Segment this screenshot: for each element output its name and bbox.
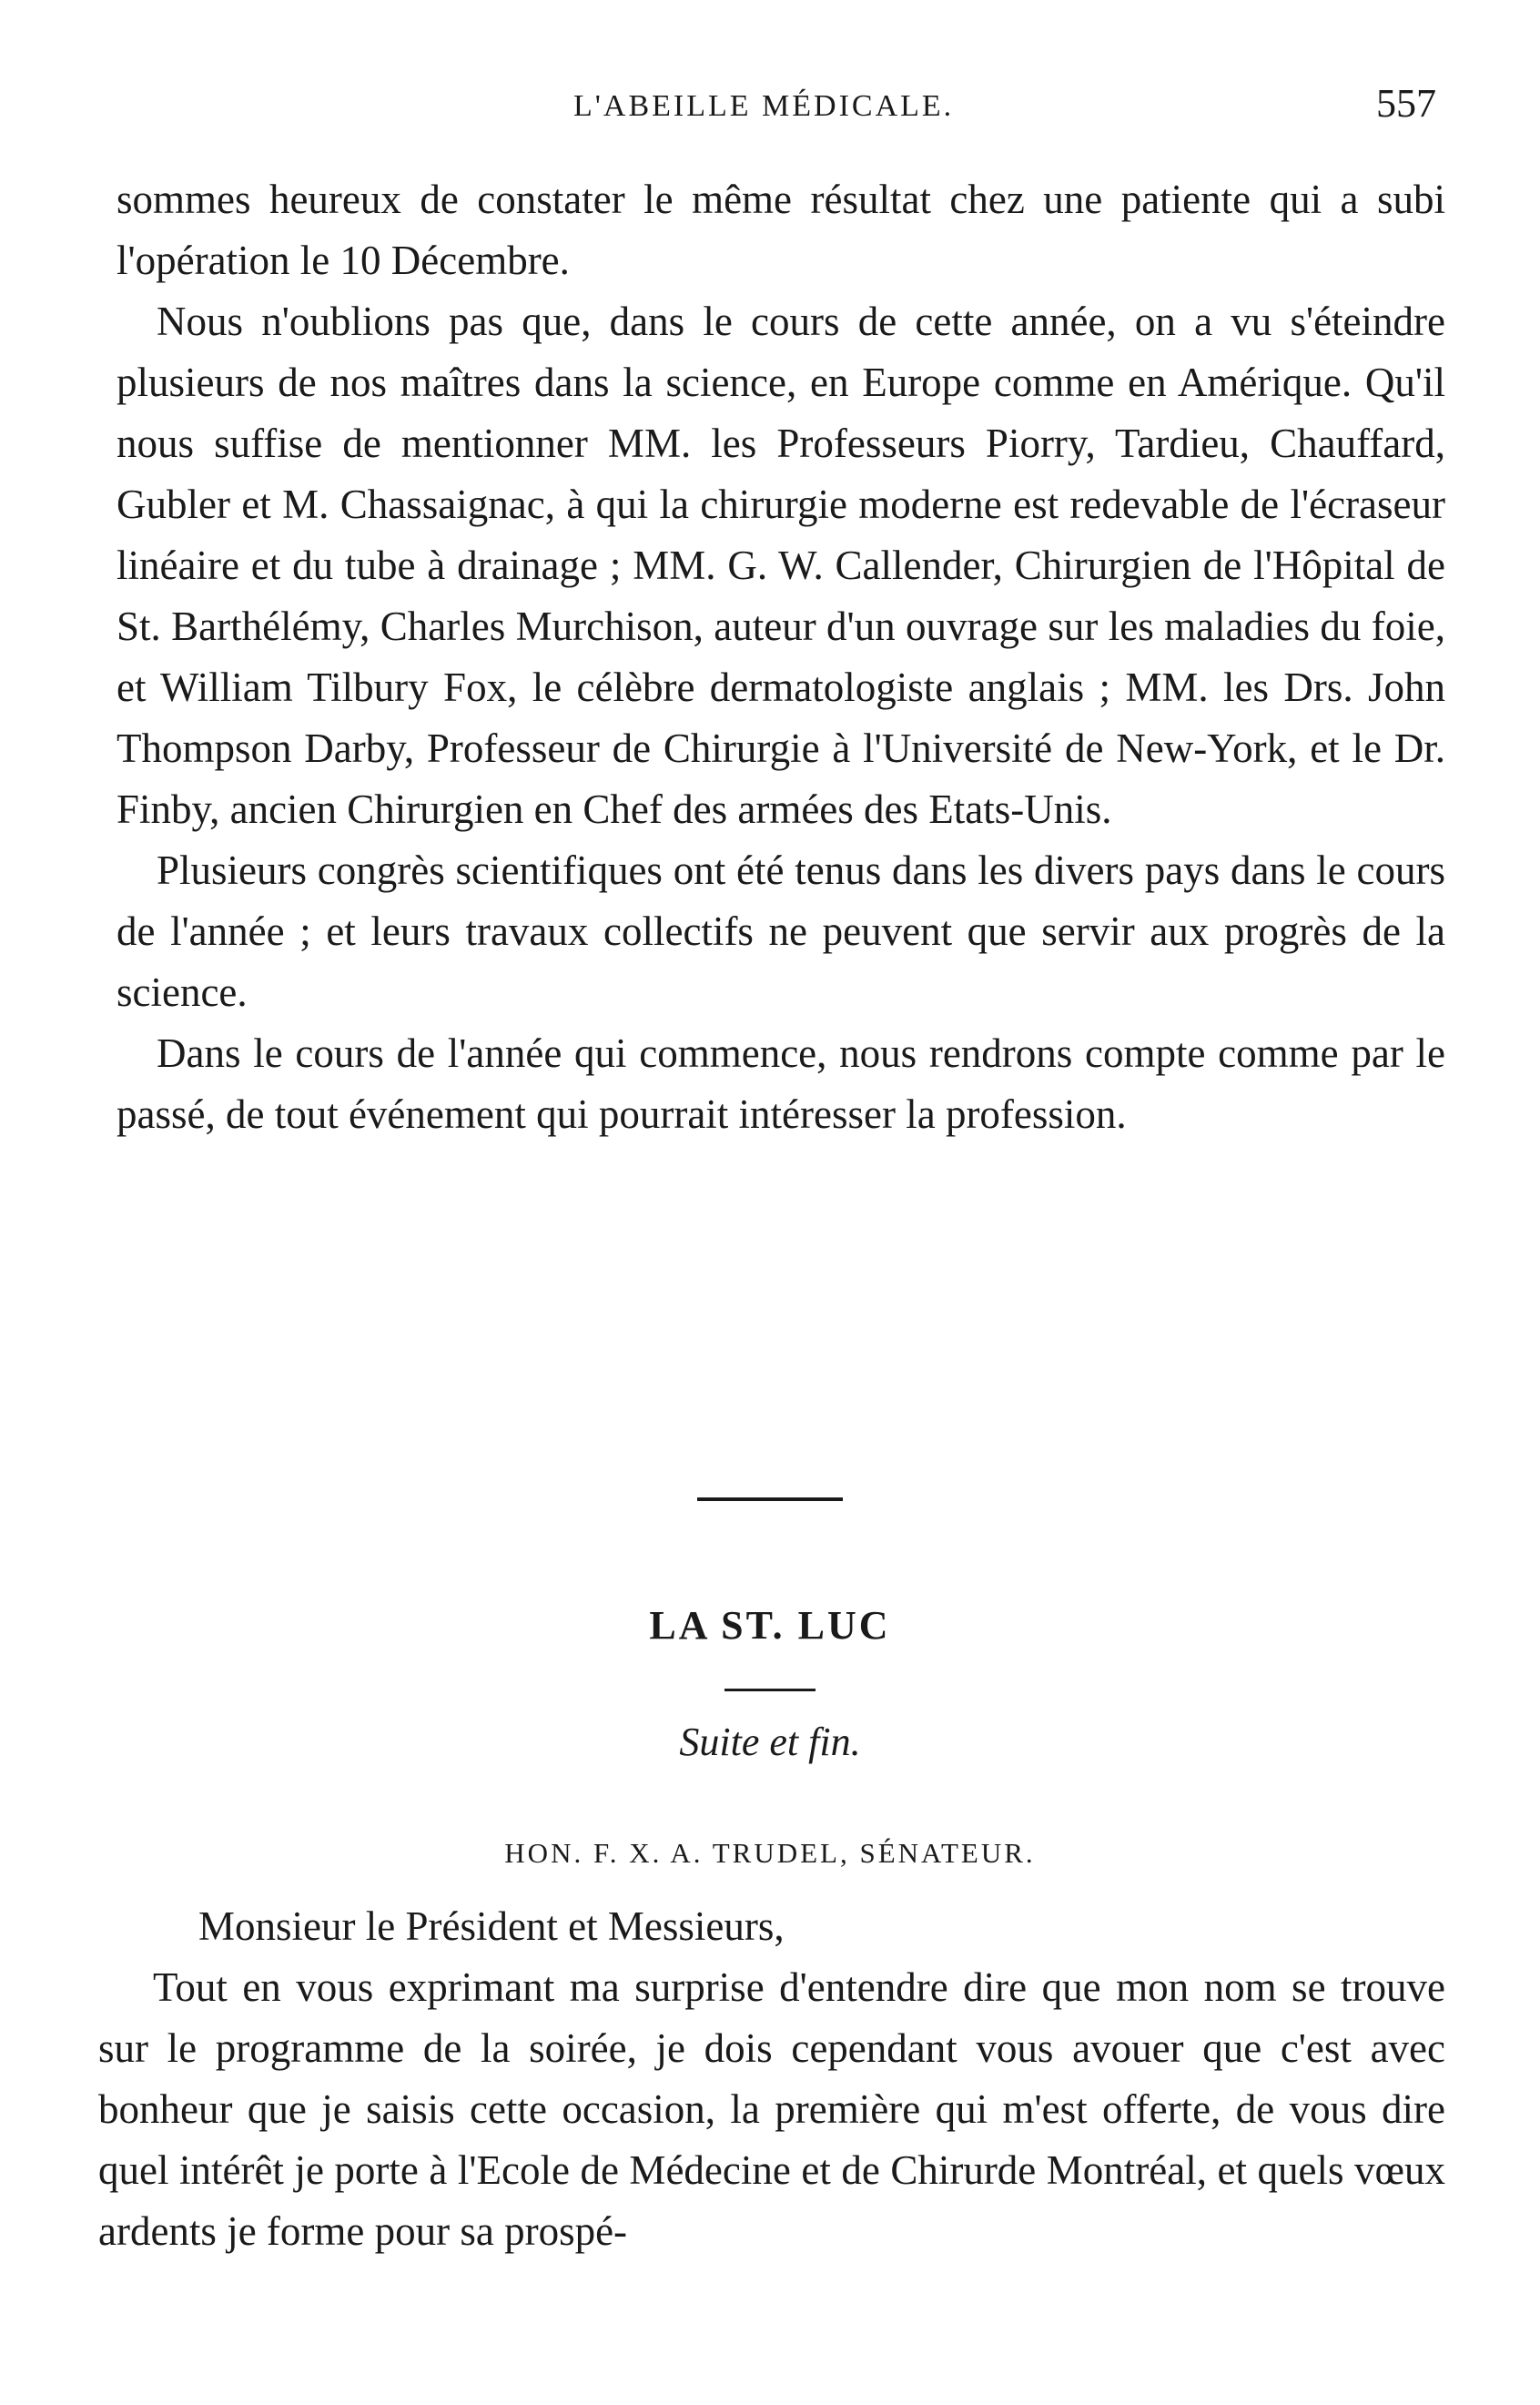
article-subtitle: Suite et fin. bbox=[679, 1720, 861, 1764]
running-header bbox=[0, 80, 1540, 135]
paragraph: Plusieurs congrès scientifiques ont été tenus dans les divers pays dans le cours de l'année ; et leurs travaux collectifs ne peuvent que servir aux progrès de la science. bbox=[117, 847, 1445, 1015]
paragraph: Nous n'oublions pas que, dans le cours de cette année, on a vu s'éteindre plusieurs de nos maîtres dans la science, en Europe comme en Amérique. Qu'il nous suffise de mentionner MM. les Professeurs Piorry, Tardieu, Chauffard, Gubler et M. Chassaignac, à qui la chirurgie moderne est redevable de l'écraseur linéaire et du tube à drainage ; MM. G. W. Callender, Chirurgien de l'Hôpital de St. Barthélémy, Charles Murchison, auteur d'un ouvrage sur les maladies du foie, et William Tilbury Fox, le célèbre dermatologiste anglais ; MM. les Drs. John Thompson Darby, Professeur de Chirurgie à l'Université de New-York, et le Dr. Finby, ancien Chirurgien en Chef des armées des Etats-Unis. bbox=[117, 299, 1445, 832]
speech-text bbox=[98, 1896, 1445, 2262]
speaker-heading: HON. F. X. A. TRUDEL, SÉNATEUR. bbox=[504, 1837, 1036, 1869]
editorial-text bbox=[117, 169, 1445, 1145]
title-rule bbox=[724, 1689, 816, 1691]
page-number: 557 bbox=[1376, 81, 1436, 126]
article-title: LA ST. LUC bbox=[649, 1603, 891, 1648]
paragraph: sommes heureux de constater le même résultat chez une patiente qui a subi l'opération le 10 Décembre. bbox=[117, 177, 1445, 283]
speech-paragraph: Tout en vous exprimant ma surprise d'entendre dire que mon nom se trouve sur le programme de la soirée, je dois cependant vous avouer que c'est avec bonheur que je saisis cette occasion, la première qui m'est offerte, de vous dire quel intérêt je porte à l'Ecole de Médecine et de Chirurde Montréal, et quels vœux ardents je forme pour sa prospé- bbox=[98, 1964, 1445, 2254]
salutation: Monsieur le Président et Messieurs, bbox=[198, 1903, 785, 1949]
running-title: L'ABEILLE MÉDICALE. bbox=[573, 89, 955, 123]
section-divider bbox=[697, 1497, 843, 1501]
paragraph: Dans le cours de l'année qui commence, nous rendrons compte comme par le passé, de tout événement qui pourrait intéresser la profession. bbox=[117, 1030, 1445, 1137]
